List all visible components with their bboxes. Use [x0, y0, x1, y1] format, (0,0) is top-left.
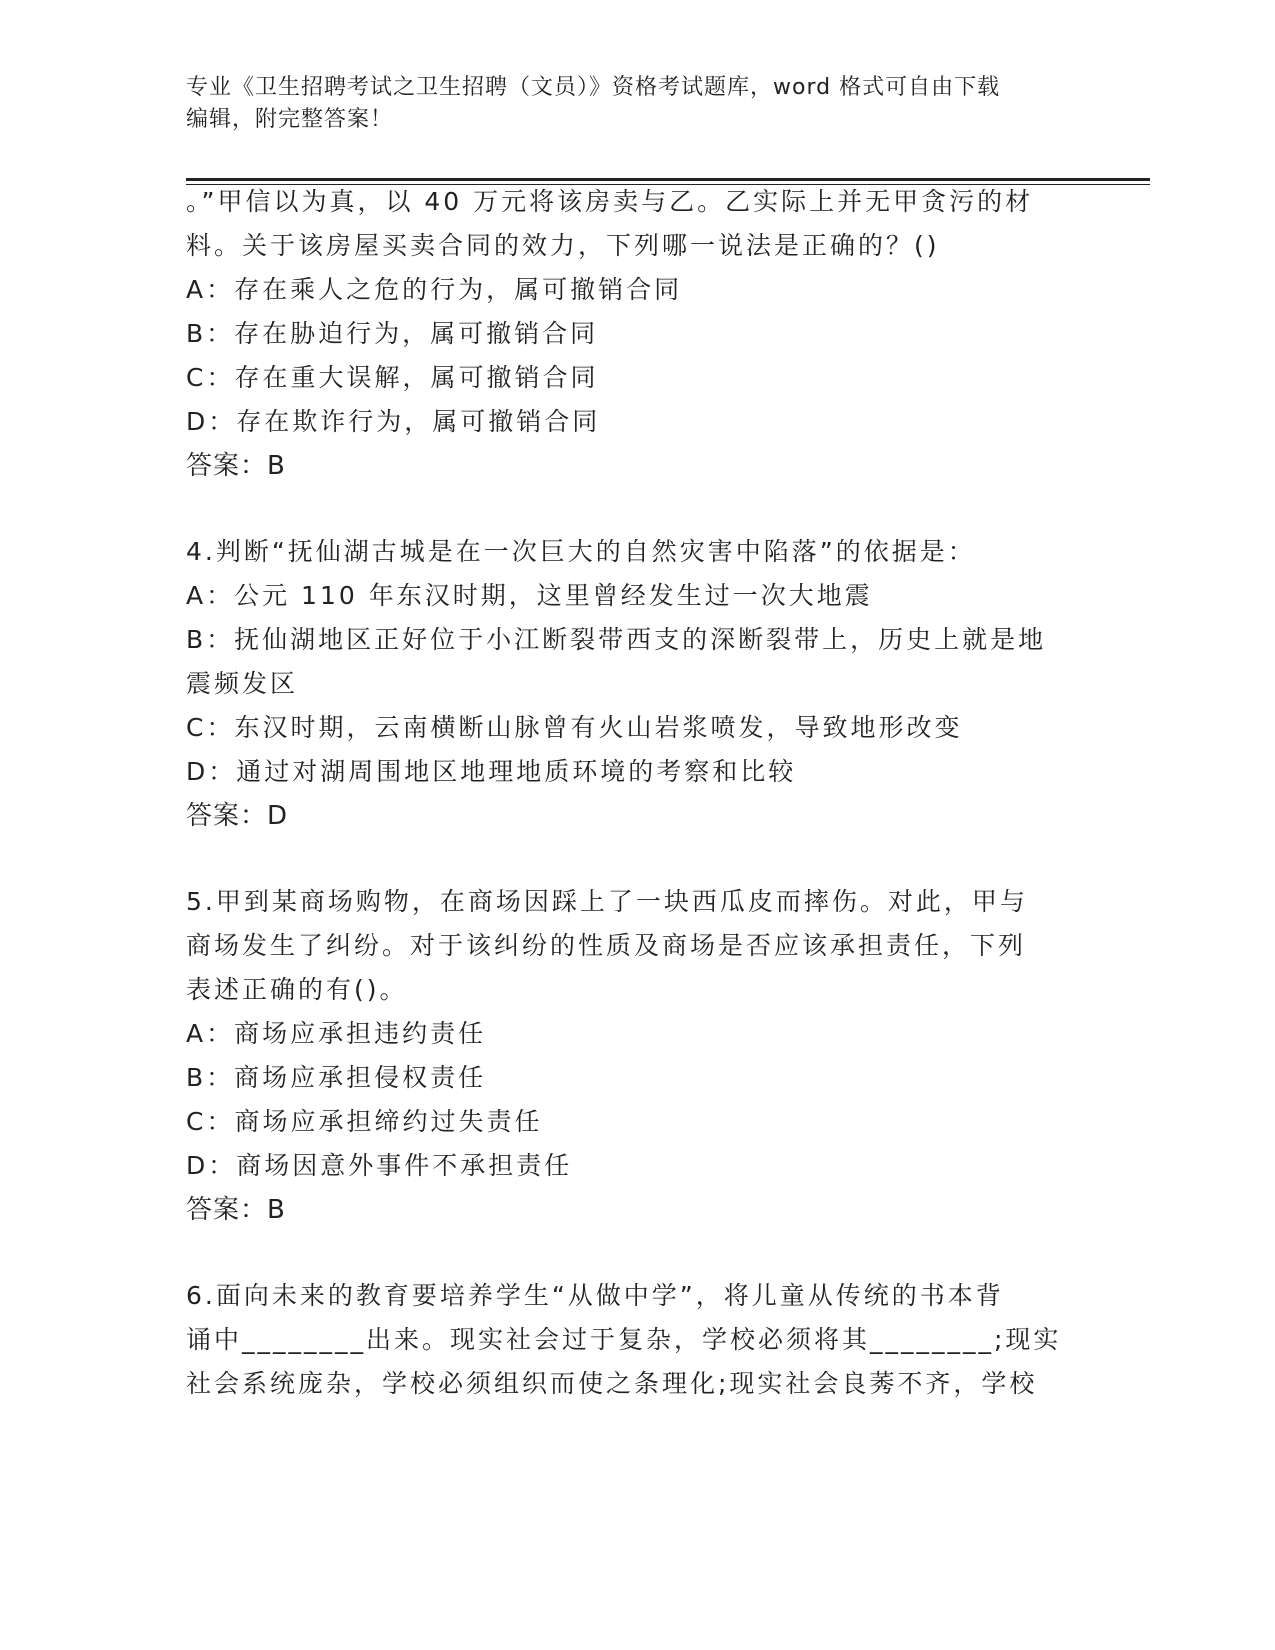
q6-stem-line-2: 诵中________出来。现实社会过于复杂，学校必须将其________;现实	[186, 1325, 1062, 1354]
header-rule-thick	[186, 178, 1150, 181]
q5-option-b: B：商场应承担侵权责任	[186, 1063, 487, 1092]
q4-option-c: C：东汉时期，云南横断山脉曾有火山岩浆喷发，导致地形改变	[186, 713, 963, 742]
q5-option-c: C：商场应承担缔约过失责任	[186, 1107, 543, 1136]
q6-stem-line-3: 社会系统庞杂，学校必须组织而使之条理化;现实社会良莠不齐，学校	[186, 1369, 1038, 1398]
q5-stem-line-2: 商场发生了纠纷。对于该纠纷的性质及商场是否应该承担责任，下列	[186, 931, 1027, 960]
q5-option-a: A：商场应承担违约责任	[186, 1019, 487, 1048]
q4-option-a: A：公元 110 年东汉时期，这里曾经发生过一次大地震	[186, 581, 873, 610]
q3-continuation-line-2: 料。关于该房屋买卖合同的效力，下列哪一说法是正确的？()	[186, 231, 940, 260]
q3-option-c: C：存在重大误解，属可撤销合同	[186, 363, 599, 392]
q4-stem: 4.判断“抚仙湖古城是在一次巨大的自然灾害中陷落”的依据是：	[186, 537, 976, 566]
q3-answer: 答案：B	[186, 451, 286, 481]
q4-option-b-line-2: 震频发区	[186, 669, 299, 698]
q3-option-b: B：存在胁迫行为，属可撤销合同	[186, 319, 599, 348]
q3-option-d: D：存在欺诈行为，属可撤销合同	[186, 407, 601, 436]
q3-option-a: A：存在乘人之危的行为，属可撤销合同	[186, 275, 683, 304]
q4-answer: 答案：D	[186, 801, 289, 831]
q5-stem-line-3: 表述正确的有()。	[186, 975, 408, 1004]
q5-stem-line-1: 5.甲到某商场购物，在商场因踩上了一块西瓜皮而摔伤。对此，甲与	[186, 887, 1028, 916]
q5-option-d: D：商场因意外事件不承担责任	[186, 1151, 573, 1180]
header-line-1: 专业《卫生招聘考试之卫生招聘（文员）》资格考试题库，word 格式可自由下载	[186, 75, 1001, 100]
q6-stem-line-1: 6.面向未来的教育要培养学生“从做中学”，将儿童从传统的书本背	[186, 1281, 1004, 1310]
q4-option-b-line-1: B：抚仙湖地区正好位于小江断裂带西支的深断裂带上，历史上就是地	[186, 625, 1047, 654]
q5-answer: 答案：B	[186, 1195, 286, 1225]
q3-continuation-line-1: 。”甲信以为真，以 40 万元将该房卖与乙。乙实际上并无甲贪污的材	[186, 187, 1034, 216]
document-header	[186, 72, 1086, 136]
header-line-2: 编辑，附完整答案！	[186, 107, 394, 132]
q4-option-d: D：通过对湖周围地区地理地质环境的考察和比较	[186, 757, 797, 786]
